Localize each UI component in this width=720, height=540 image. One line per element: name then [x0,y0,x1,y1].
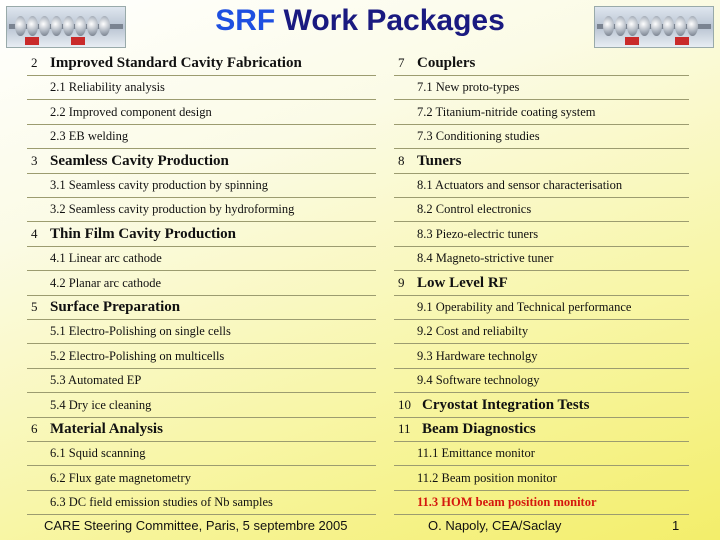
task-label: 8.3 Piezo-electric tuners [417,226,539,241]
task-label: 6.2 Flux gate magnetometry [50,470,191,485]
work-package-task [27,345,376,369]
work-package-title: Couplers [417,55,476,71]
task-label: 8.1 Actuators and sensor characterisation [417,178,623,192]
task-label: 7.2 Titanium-nitride coating system [417,104,596,119]
work-package-number: 3 [31,152,38,168]
task-label: 4.2 Planar arc cathode [50,275,162,290]
work-package-number: 9 [398,274,405,290]
task-label: 8.2 Control electronics [417,202,532,217]
work-package-task [27,174,376,198]
work-package-task [394,198,689,222]
work-package-heading [394,52,689,76]
work-package-heading [394,394,689,418]
work-package-task [27,394,376,418]
task-label: 5.1 Electro-Polishing on single cells [50,324,231,339]
task-label: 2.2 Improved component design [50,104,212,119]
task-label: 6.1 Squid scanning [50,446,146,461]
work-package-heading [394,418,689,442]
task-label: 8.4 Magneto-strictive tuner [417,251,554,266]
task-label: 5.3 Automated EP [50,373,142,388]
work-package-task [27,76,376,100]
work-package-task [394,247,689,271]
work-package-task [27,198,376,222]
work-package-title: Seamless Cavity Production [50,152,229,169]
task-label: 9.4 Software technology [417,373,540,388]
page-number: 1 [672,518,680,533]
work-package-task [394,442,689,466]
work-package-task [27,125,376,149]
work-package-task [27,369,376,393]
footer-author: O. Napoly, CEA/Saclay [428,518,562,533]
work-package-task [394,125,689,149]
work-package-number: 7 [398,55,405,70]
work-package-title: Surface Preparation [50,299,181,315]
title-rest: Work Packages [283,4,505,37]
work-package-task [27,320,376,344]
work-package-heading [394,150,689,174]
work-package-title: Cryostat Integration Tests [422,396,590,413]
work-package-task [394,320,689,344]
footer-event: CARE Steering Committee, Paris, 5 septembre 2005 [44,518,348,533]
task-label: 2.1 Reliability analysis [50,80,165,95]
work-package-number: 10 [398,396,411,412]
work-package-task [27,442,376,466]
task-label: 9.3 Hardware technolgy [417,348,538,363]
work-package-title: Thin Film Cavity Production [50,225,236,242]
work-package-heading [27,52,376,76]
work-package-heading [27,296,376,320]
work-package-task [394,369,689,393]
work-package-task [394,174,689,198]
work-package-heading [27,418,376,442]
work-package-heading [27,223,376,247]
work-package-number: 11 [398,421,411,436]
task-label: 7.3 Conditioning studies [417,129,540,144]
work-package-task [27,467,376,491]
work-package-number: 8 [398,152,405,168]
task-label: 9.2 Cost and reliabilty [417,324,529,339]
work-package-task [27,101,376,125]
work-package-task [394,76,689,100]
work-package-task [394,101,689,125]
task-label: 6.3 DC field emission studies of Nb samples [50,495,273,510]
task-label: 9.1 Operability and Technical performance [417,300,632,314]
task-label: 3.2 Seamless cavity production by hydroforming [50,202,295,217]
work-package-task [27,247,376,271]
task-label: 4.1 Linear arc cathode [50,251,162,266]
task-label: 5.4 Dry ice cleaning [50,397,152,412]
work-package-title: Improved Standard Cavity Fabrication [50,55,302,71]
task-label: 7.1 New proto-types [417,80,520,95]
work-package-task [27,491,376,515]
work-package-number: 2 [31,55,38,70]
work-package-task [27,272,376,296]
work-package-title: Material Analysis [50,421,163,437]
task-label: 11.1 Emittance monitor [417,446,535,461]
work-package-task [394,223,689,247]
work-package-heading [394,272,689,296]
task-label: 3.1 Seamless cavity production by spinning [50,178,269,192]
work-package-number: 6 [31,421,38,436]
work-package-number: 4 [31,225,38,241]
work-package-title: Tuners [417,152,462,169]
work-package-heading [27,150,376,174]
work-package-task [394,467,689,491]
task-label: 2.3 EB welding [50,129,129,144]
work-package-task [394,296,689,320]
task-label-highlighted: 11.3 HOM beam position monitor [417,495,597,510]
task-label: 5.2 Electro-Polishing on multicells [50,348,225,363]
cavity-logo-left [6,6,126,48]
work-package-title: Beam Diagnostics [422,421,536,437]
title-accent: SRF [215,4,276,37]
work-package-task [394,345,689,369]
task-label: 11.2 Beam position monitor [417,470,557,485]
work-package-task [394,491,689,515]
work-package-number: 5 [31,299,38,314]
cavity-logo-right [594,6,714,48]
work-package-title: Low Level RF [417,274,508,291]
